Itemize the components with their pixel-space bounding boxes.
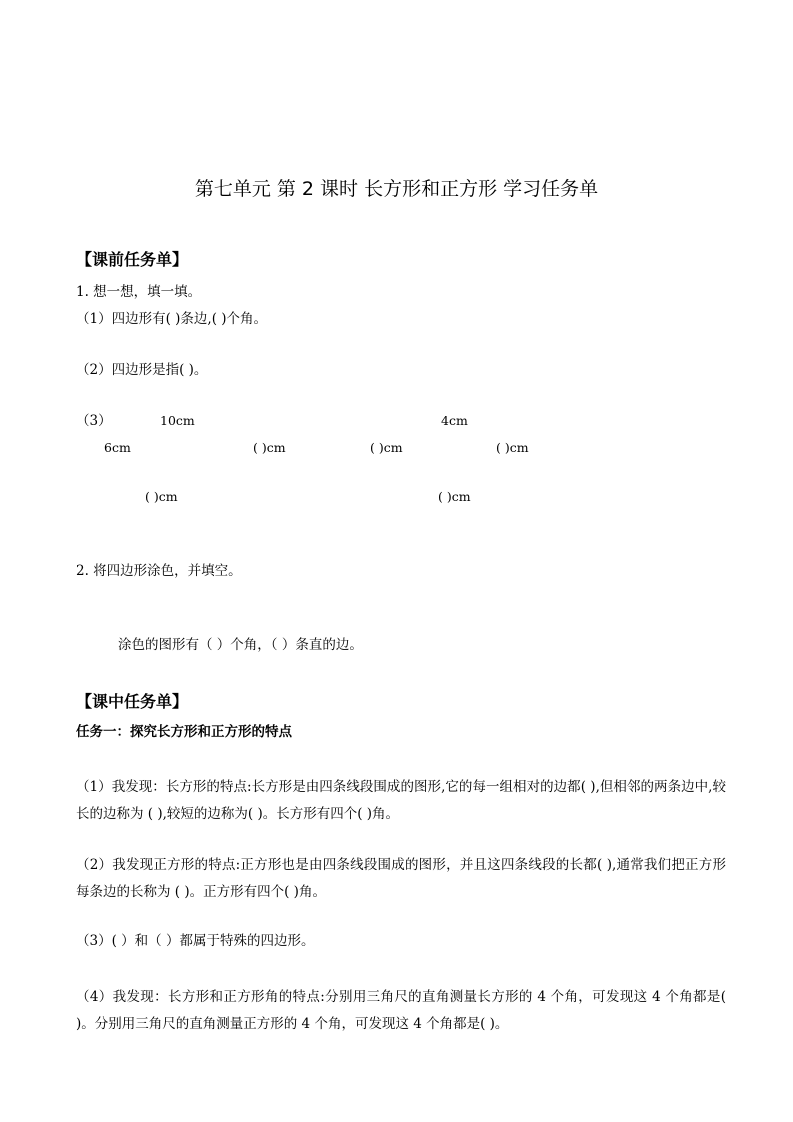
task-1-part-4: （4）我发现：长方形和正方形角的特点:分别用三角尺的直角测量长方形的 4 个角，可发现这 4 个角都是( )。分别用三角尺的直角测量正方形的 4 个角，可发现这 4 个角都是( )。	[76, 989, 726, 1032]
label-6cm: 6cm	[104, 440, 131, 455]
blank-cm-c: ( )cm	[496, 440, 529, 455]
task-1-heading: 任务一：探究长方形和正方形的特点	[76, 724, 292, 740]
pre-class-section-heading: 【课前任务单】	[76, 250, 189, 269]
task-1-part-1: （1）我发现：长方形的特点:长方形是由四条线段围成的图形,它的每一组相对的边都( ),但相邻的两条边中,较长的边称为 ( ),较短的边称为( )。长方形有四个( )角。	[76, 779, 726, 822]
task-1-part-3: （3）( ）和（ ）都属于特殊的四边形。	[76, 933, 315, 949]
blank-cm-d: ( )cm	[145, 489, 178, 504]
label-10cm: 10cm	[160, 413, 195, 428]
page-title: 第七单元 第 2 课时 长方形和正方形 学习任务单	[194, 178, 599, 200]
question-1-part-2: （2）四边形是指( )。	[76, 362, 208, 378]
question-1-heading: 1. 想一想，填一填。	[76, 284, 202, 300]
label-4cm: 4cm	[441, 413, 468, 428]
question-1-part-3-label: （3）	[76, 413, 112, 429]
blank-cm-b: ( )cm	[370, 440, 403, 455]
blank-cm-e: ( )cm	[438, 489, 471, 504]
blank-cm-a: ( )cm	[253, 440, 286, 455]
task-1-part-2: （2）我发现正方形的特点:正方形也是由四条线段围成的图形，并且这四条线段的长都( ),通常我们把正方形每条边的长称为 ( )。正方形有四个( )角。	[76, 857, 726, 900]
question-2-heading: 2. 将四边形涂色，并填空。	[76, 563, 242, 579]
question-1-part-1: （1）四边形有( )条边,( )个角。	[76, 311, 268, 327]
in-class-section-heading: 【课中任务单】	[76, 692, 189, 711]
question-2-fill: 涂色的图形有（ ）个角，（ ）条直的边。	[118, 637, 363, 653]
